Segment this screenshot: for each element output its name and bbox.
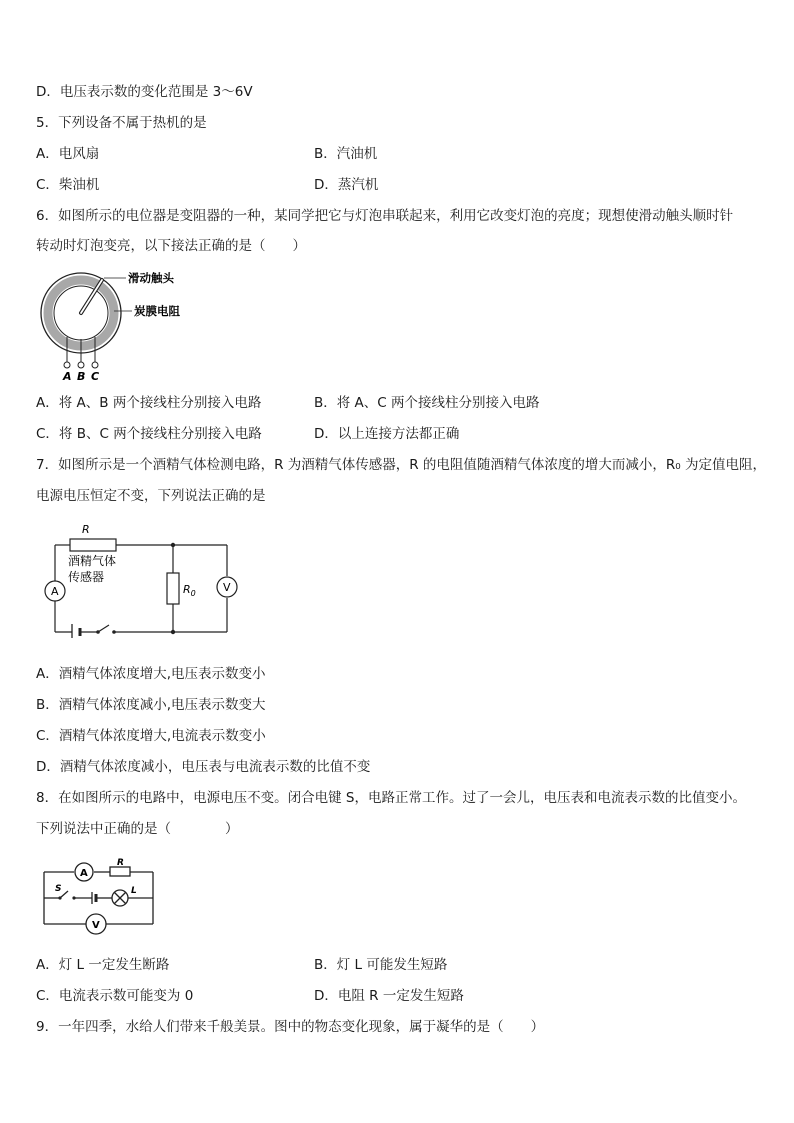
q7-option-c: C．酒精气体浓度增大,电流表示数变小	[36, 728, 266, 744]
series-circuit-figure	[40, 856, 160, 938]
label-carbon-film: 炭膜电阻	[134, 304, 180, 318]
q6-stem-line1: 6．如图所示的电位器是变阻器的一种，某同学把它与灯泡串联起来，利用它改变灯泡的亮度；现想使滑动触头顺时针	[36, 208, 734, 224]
label-r0: $R_0$	[183, 583, 196, 598]
label-sensor-line2: 传感器	[68, 570, 105, 584]
q8-option-c: C．电流表示数可能变为 0	[36, 988, 194, 1004]
q6-option-c: C．将 B、C 两个接线柱分别接入电路	[36, 426, 262, 442]
terminal-b	[78, 362, 84, 368]
terminal-c	[92, 362, 98, 368]
q5-option-c: C．柴油机	[36, 177, 100, 193]
ammeter-label: A	[51, 585, 59, 598]
q5-option-b: B．汽油机	[314, 146, 378, 162]
q5-option-d: D．蒸汽机	[314, 177, 379, 193]
q5-stem: 5．下列设备不属于热机的是	[36, 115, 207, 131]
q7-option-b: B．酒精气体浓度减小,电压表示数变大	[36, 697, 266, 713]
q8-option-d: D．电阻 R 一定发生短路	[314, 988, 464, 1004]
switch-s	[58, 896, 61, 899]
q8-stem-line1: 8．在如图所示的电路中，电源电压不变。闭合电键 S，电路正常工作。过了一会儿，电压表和电流表示数的比值变小。	[36, 790, 746, 806]
q8-option-a: A．灯 L 一定发生断路	[36, 957, 170, 973]
q5-option-a: A．电风扇	[36, 146, 100, 162]
voltmeter-label: V	[92, 920, 100, 931]
sensor-resistor-r	[70, 539, 116, 551]
terminal-c-label: C	[91, 370, 100, 383]
q4-option-d: D．电压表示数的变化范围是 3～6V	[36, 84, 253, 100]
label-s: S	[55, 884, 62, 894]
label-slider: 滑动触头	[128, 271, 174, 285]
switch	[96, 630, 100, 634]
q8-stem-line2: 下列说法中正确的是（ ）	[36, 821, 239, 837]
q7-stem-line2: 电源电压恒定不变，下列说法正确的是	[36, 488, 266, 504]
terminal-a	[64, 362, 70, 368]
label-l: L	[131, 886, 137, 896]
label-sensor-line1: 酒精气体	[68, 554, 117, 568]
q7-stem-line1: 7．如图所示是一个酒精气体检测电路，R 为酒精气体传感器，R 的电阻值随酒精气体浓度的增大而减小，R₀ 为定值电阻，	[36, 457, 767, 473]
terminal-b-label: B	[77, 370, 86, 383]
q6-option-d: D．以上连接方法都正确	[314, 426, 460, 442]
resistor-r	[110, 867, 130, 876]
resistor-r0	[167, 573, 179, 604]
potentiometer-figure	[36, 266, 216, 386]
voltmeter-label: V	[223, 581, 231, 594]
q6-stem-line2: 转动时灯泡变亮，以下接法正确的是（ ）	[36, 238, 306, 254]
label-r: R	[117, 858, 124, 868]
q8-option-b: B．灯 L 可能发生短路	[314, 957, 448, 973]
q6-option-a: A．将 A、B 两个接线柱分别接入电路	[36, 395, 262, 411]
alcohol-detector-circuit	[40, 518, 250, 638]
q9-stem: 9．一年四季，水给人们带来千般美景。图中的物态变化现象，属于凝华的是（ ）	[36, 1019, 545, 1035]
q7-option-d: D．酒精气体浓度减小，电压表与电流表示数的比值不变	[36, 759, 371, 775]
ammeter-label: A	[80, 868, 88, 879]
terminal-a-label: A	[63, 370, 72, 383]
label-r: R	[82, 523, 90, 536]
q7-option-a: A．酒精气体浓度增大,电压表示数变小	[36, 666, 266, 682]
q6-option-b: B．将 A、C 两个接线柱分别接入电路	[314, 395, 540, 411]
